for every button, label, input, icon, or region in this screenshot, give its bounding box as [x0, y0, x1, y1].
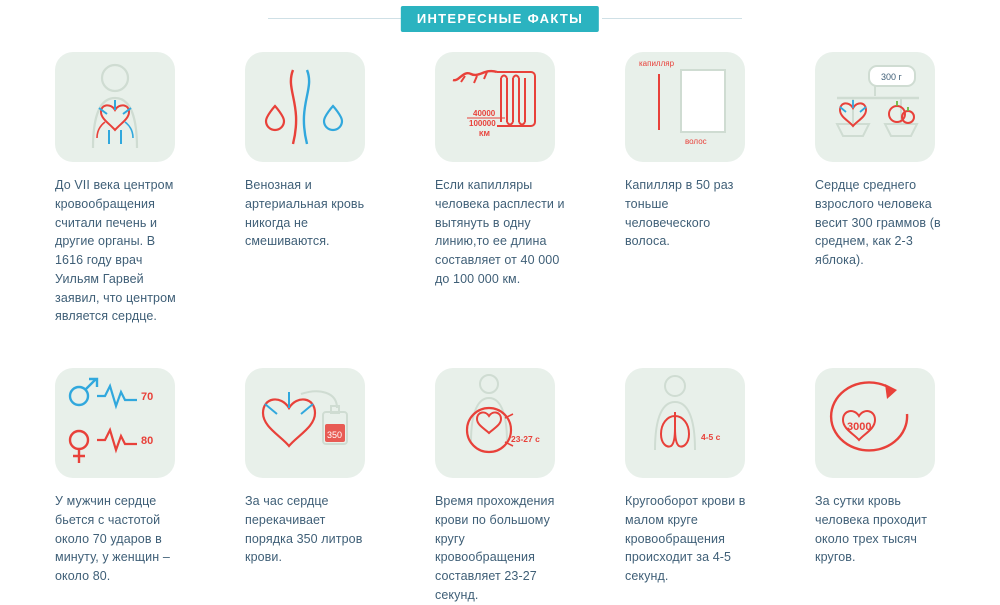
header-rule-left	[268, 18, 408, 19]
label-350: 350	[327, 430, 343, 440]
facts-row-1	[55, 52, 945, 326]
label-hair: волос	[685, 137, 707, 146]
label-100000: 100000	[469, 119, 496, 128]
fact-card-venous-arterial	[245, 52, 375, 326]
fact-text: Если капилляры человека расплести и вытянуть в одну линию,то ее длина составляет от 40 000 до 100 000 км.	[435, 178, 565, 286]
label-40000: 40000	[473, 109, 496, 118]
fact-card-history	[55, 52, 185, 326]
fact-text: За сутки кровь человека проходит около трех тысяч кругов.	[815, 494, 928, 565]
fact-card-circuits-per-day	[815, 368, 945, 605]
label-capillary: капилляр	[639, 59, 675, 68]
fact-text: Капилляр в 50 раз тоньше человеческого волоса.	[625, 178, 734, 249]
heart-scales-icon	[815, 52, 935, 162]
fact-text: Венозная и артериальная кровь никогда не смешиваются.	[245, 178, 365, 249]
label-300g: 300 г	[881, 72, 902, 82]
fact-text: До VII века центром кровообращения считали печень и другие органы. В 1616 году врач Уильям Гарвей заявил, что центром является сердце.	[55, 178, 176, 324]
header-rule-right	[602, 18, 742, 19]
body-big-circulation-icon	[435, 368, 555, 478]
label-km: КМ	[479, 129, 490, 138]
label-23-27: 23-27 с	[511, 434, 540, 444]
heart-pump-bottle-icon	[245, 368, 365, 478]
label-4-5: 4-5 с	[701, 432, 721, 442]
body-lungs-circulation-icon	[625, 368, 745, 478]
circular-arrow-3000-icon	[815, 368, 935, 478]
fact-card-capillary-length	[435, 52, 565, 326]
label-70: 70	[141, 391, 154, 403]
fact-text: Кругооборот крови в малом круге кровообращения происходит за 4-5 секунд.	[625, 494, 746, 583]
fact-text: Сердце среднего взрослого человека весит 300 граммов (в среднем, как 2-3 яблока).	[815, 178, 941, 267]
fact-card-liters-per-hour	[245, 368, 375, 605]
capillary-coil-icon	[435, 52, 555, 162]
gender-pulse-icon	[55, 368, 175, 478]
fact-text: За час сердце перекачивает порядка 350 литров крови.	[245, 494, 363, 565]
page-title: ИНТЕРЕСНЫЕ ФАКТЫ	[401, 6, 599, 32]
fact-card-big-circle-time	[435, 368, 565, 605]
facts-row-2	[55, 368, 945, 605]
fact-card-heart-rate	[55, 368, 185, 605]
blood-drops-vessels-icon	[245, 52, 365, 162]
capillary-vs-hair-icon	[625, 52, 745, 162]
fact-card-heart-weight	[815, 52, 945, 326]
fact-card-capillary-thin	[625, 52, 755, 326]
facts-grid	[0, 52, 1000, 605]
fact-text: У мужчин сердце бьется с частотой около 70 ударов в минуту, у женщин – около 80.	[55, 494, 170, 583]
fact-text: Время прохождения крови по большому кругу кровообращения составляет 23-27 секунд.	[435, 494, 555, 602]
label-80: 80	[141, 435, 154, 447]
page-header	[0, 4, 1000, 32]
torso-heart-icon	[55, 52, 175, 162]
label-3000: 3000	[847, 421, 872, 433]
fact-card-small-circle-time	[625, 368, 755, 605]
